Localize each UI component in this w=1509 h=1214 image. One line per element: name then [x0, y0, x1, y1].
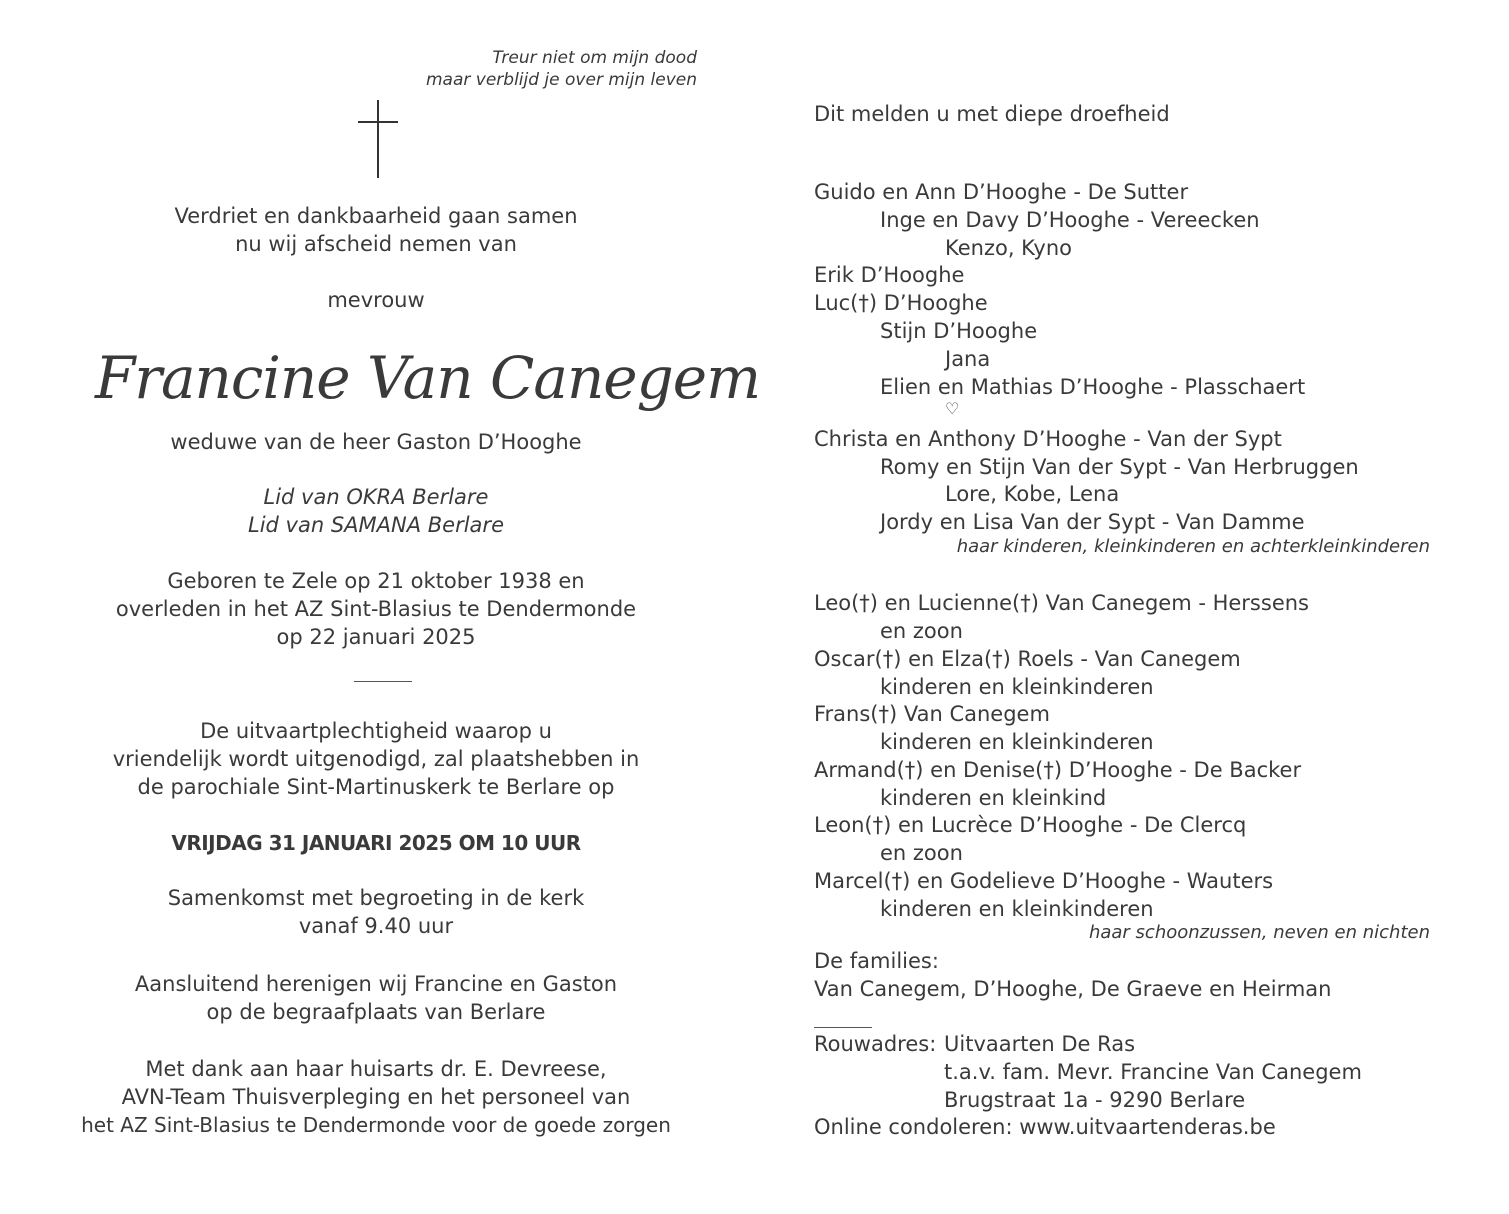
born-line-3: op 22 januari 2025 — [276, 625, 476, 649]
burial-line-1: Aansluitend herenigen wij Francine en Gaston — [134, 972, 618, 996]
burial-line-2: op de begraafplaats van Berlare — [206, 1000, 546, 1024]
quote-line-2: maar verblijd je over mijn leven — [425, 70, 697, 90]
family-line: Romy en Stijn Van der Sypt - Van Herbruggen — [880, 455, 1359, 479]
salutation: mevrouw — [327, 288, 425, 312]
deceased-name: Francine Van Canegem — [95, 344, 761, 412]
family-line: Jana — [945, 347, 991, 371]
relative-line: Frans(†) Van Canegem — [814, 702, 1050, 726]
relative-line: en zoon — [880, 841, 963, 865]
funeral-line-1: De uitvaartplechtigheid waarop u — [200, 719, 552, 743]
thanks-line-1: Met dank aan haar huisarts dr. E. Devreese, — [145, 1057, 607, 1081]
widow-of: weduwe van de heer Gaston D’Hooghe — [170, 430, 582, 454]
divider — [354, 681, 412, 682]
family-line: Lore, Kobe, Lena — [945, 482, 1120, 506]
relatives-caption: haar schoonzussen, neven en nichten — [1088, 922, 1430, 943]
family-line: Kenzo, Kyno — [945, 236, 1073, 260]
membership-1: Lid van OKRA Berlare — [263, 485, 489, 509]
relative-line: Leon(†) en Lucrèce D’Hooghe - De Clercq — [814, 813, 1247, 837]
relative-line: kinderen en kleinkind — [880, 786, 1107, 810]
family-line: Guido en Ann D’Hooghe - De Sutter — [814, 180, 1189, 204]
family-line: Luc(†) D’Hooghe — [814, 291, 988, 315]
address-label: Rouwadres: — [814, 1032, 937, 1056]
family-line: Erik D’Hooghe — [814, 263, 965, 287]
relative-line: kinderen en kleinkinderen — [880, 675, 1154, 699]
gathering-line-2: vanaf 9.40 uur — [298, 914, 454, 938]
families-names: Van Canegem, D’Hooghe, De Graeve en Heirman — [814, 977, 1332, 1001]
announcement: Dit melden u met diepe droefheid — [814, 102, 1170, 126]
relative-line: kinderen en kleinkinderen — [880, 897, 1154, 921]
cross-icon — [358, 100, 398, 178]
relative-line: Oscar(†) en Elza(†) Roels - Van Canegem — [814, 647, 1241, 671]
relative-line: Armand(†) en Denise(†) D’Hooghe - De Backer — [814, 758, 1302, 782]
heart-icon: ♡ — [945, 399, 960, 418]
quote-line-1: Treur niet om mijn dood — [492, 48, 697, 68]
address-line-1: Uitvaarten De Ras — [944, 1032, 1136, 1056]
relative-line: Leo(†) en Lucienne(†) Van Canegem - Herssens — [814, 591, 1309, 615]
family-line: Christa en Anthony D’Hooghe - Van der Sypt — [814, 427, 1282, 451]
intro-line-2: nu wij afscheid nemen van — [235, 232, 517, 256]
family-line: Jordy en Lisa Van der Sypt - Van Damme — [880, 510, 1305, 534]
thanks-line-2: AVN-Team Thuisverpleging en het personeel van — [121, 1085, 631, 1109]
address-line-3: Brugstraat 1a - 9290 Berlare — [944, 1088, 1246, 1112]
intro-line-1: Verdriet en dankbaarheid gaan samen — [174, 204, 578, 228]
membership-2: Lid van SAMANA Berlare — [248, 513, 504, 537]
divider — [814, 1027, 872, 1028]
thanks-line-3: het AZ Sint-Blasius te Dendermonde voor de goede zorgen — [81, 1113, 671, 1137]
family-line: Elien en Mathias D’Hooghe - Plasschaert — [880, 375, 1306, 399]
funeral-date: VRIJDAG 31 JANUARI 2025 OM 10 UUR — [171, 831, 581, 855]
relative-line: kinderen en kleinkinderen — [880, 730, 1154, 754]
gathering-line-1: Samenkomst met begroeting in de kerk — [167, 886, 585, 910]
relative-line: Marcel(†) en Godelieve D’Hooghe - Wauters — [814, 869, 1274, 893]
families-label: De families: — [814, 949, 939, 973]
born-line-1: Geboren te Zele op 21 oktober 1938 en — [167, 569, 585, 593]
relative-line: en zoon — [880, 619, 963, 643]
family-line: Inge en Davy D’Hooghe - Vereecken — [880, 208, 1260, 232]
family-line: Stijn D’Hooghe — [880, 319, 1038, 343]
funeral-line-3: de parochiale Sint-Martinuskerk te Berlare op — [137, 775, 615, 799]
funeral-line-2: vriendelijk wordt uitgenodigd, zal plaatshebben in — [112, 747, 640, 771]
address-line-2: t.a.v. fam. Mevr. Francine Van Canegem — [944, 1060, 1362, 1084]
online-condolences: Online condoleren: www.uitvaartenderas.be — [814, 1115, 1276, 1139]
born-line-2: overleden in het AZ Sint-Blasius te Dendermonde — [115, 597, 637, 621]
family-caption: haar kinderen, kleinkinderen en achterkleinkinderen — [956, 536, 1430, 557]
